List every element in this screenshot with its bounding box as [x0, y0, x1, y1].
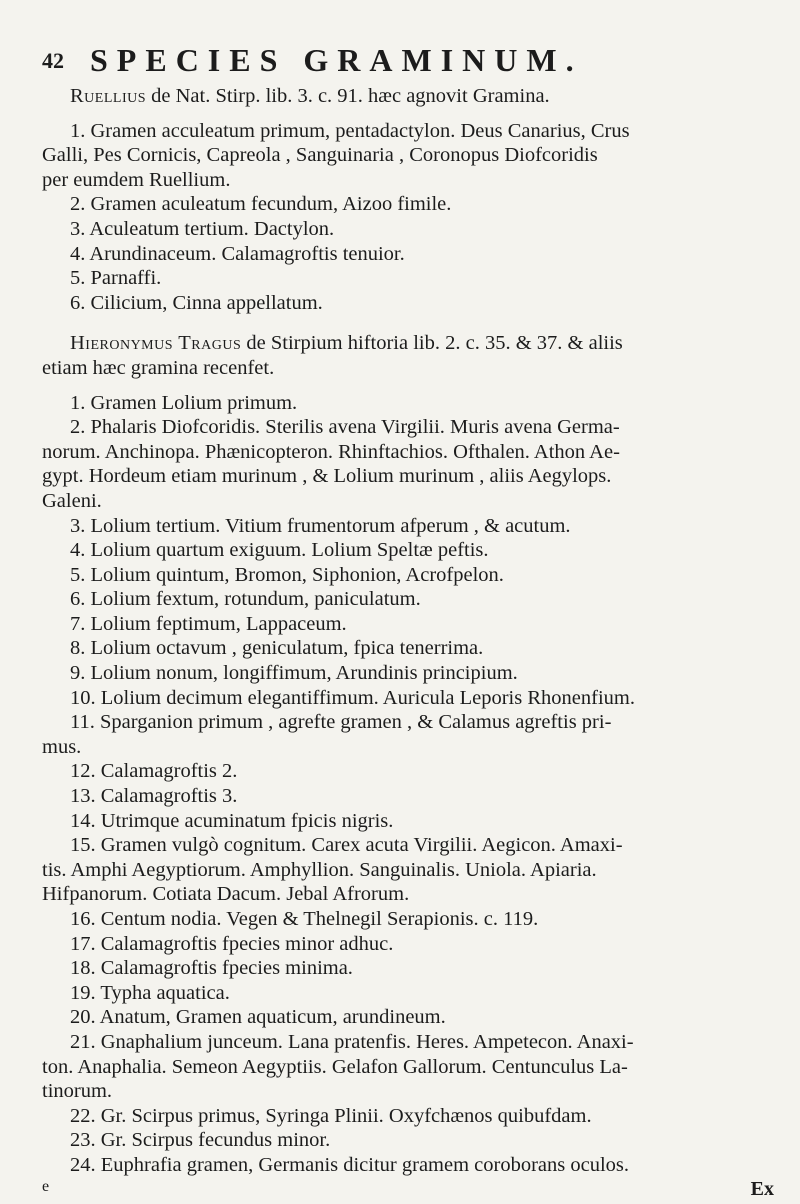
page-number: 42 [42, 48, 64, 73]
list-item-continuation: Galli, Pes Cornicis, Capreola , Sanguinaria , Coronopus Diofcoridis [42, 144, 598, 167]
list-item: 15. Gramen vulgò cognitum. Carex acuta Virgilii. Aegicon. Amaxi- [70, 834, 623, 857]
list-item: 4. Arundinaceum. Calamagroftis tenuior. [70, 242, 405, 265]
page-header [42, 40, 774, 84]
list-item: 10. Lolium decimum elegantiffimum. Auricula Leporis Rhonenfium. [70, 686, 635, 709]
list-item: 9. Lolium nonum, longiffimum, Arundinis principium. [70, 662, 518, 685]
list-item: 1. Gramen acculeatum primum, pentadactylon. Deus Canarius, Crus [70, 119, 630, 142]
list-item: 11. Sparganion primum , agrefte gramen , & Calamus agreftis pri- [70, 711, 612, 734]
list-item: 18. Calamagroftis fpecies minima. [70, 957, 353, 980]
page [42, 40, 774, 1204]
list-item: 16. Centum nodia. Vegen & Thelnegil Serapionis. c. 119. [70, 908, 539, 930]
list-item-continuation: ton. Anaphalia. Semeon Aegyptiis. Gelafon Gallorum. Centunculus La- [42, 1055, 628, 1078]
ruellius-section [42, 84, 774, 315]
list-item: 2. Gramen aculeatum fecundum, Aizoo fimile. [70, 193, 452, 216]
list-item: 5. Lolium quintum, Bromon, Siphonion, Acrofpelon. [70, 563, 504, 586]
list-item: 3. Aculeatum tertium. Dactylon. [70, 217, 335, 240]
list-item: 6. Lolium fextum, rotundum, paniculatum. [70, 588, 421, 611]
list-item-continuation: tinorum. [42, 1080, 113, 1103]
list-item: 19. Typha aquatica. [70, 981, 230, 1004]
list-item-continuation: Galeni. [42, 489, 102, 512]
author-name: Ruellius [70, 85, 146, 107]
ruellius-intro [42, 84, 774, 109]
list-item: 22. Gr. Scirpus primus, Syringa Plinii. Oxyfchænos quibufdam. [70, 1104, 592, 1127]
list-item-continuation: mus. [42, 735, 82, 758]
signature-mark: e [42, 1177, 50, 1195]
tragus-citation: de Stirpium hiftoria lib. 2. c. 35. & 37. & aliis [246, 332, 623, 355]
list-item: 14. Utrimque acuminatum fpicis nigris. [70, 809, 394, 832]
list-item: 4. Lolium quartum exiguum. Lolium Speltæ peftis. [70, 539, 489, 562]
ruellius-list [42, 119, 774, 316]
list-item-continuation: tis. Amphi Aegyptiorum. Amphyllion. Sanguinalis. Uniola. Apiaria. [42, 858, 597, 881]
list-item: 3. Lolium tertium. Vitium frumentorum afperum , & acutum. [70, 514, 571, 537]
tragus-list [42, 391, 774, 1178]
tragus-intro-continuation: etiam hæc gramina recenfet. [42, 356, 275, 379]
list-item: 6. Cilicium, Cinna appellatum. [70, 291, 323, 314]
list-item-continuation: norum. Anchinopa. Phænicopteron. Rhinftachios. Ofthalen. Athon Ae- [42, 440, 620, 463]
list-item-continuation: gypt. Hordeum etiam murinum , & Lolium murinum , aliis Aegylops. [42, 465, 612, 488]
author-name: Hieronymus Tragus [70, 332, 242, 355]
list-item: 20. Anatum, Gramen aquaticum, arundineum. [70, 1006, 446, 1029]
catchword: Ex [750, 1177, 774, 1200]
list-item: 5. Parnaffi. [70, 267, 162, 290]
list-item-continuation: Hifpanorum. Cotiata Dacum. Jebal Afrorum. [42, 883, 410, 906]
list-item-continuation: per eumdem Ruellium. [42, 168, 231, 191]
list-item: 21. Gnaphalium junceum. Lana pratenfis. Heres. Ampetecon. Anaxi- [70, 1030, 634, 1053]
tragus-intro [42, 331, 774, 356]
list-item: 24. Euphrafia gramen, Germanis dicitur gramem coroborans oculos. [70, 1153, 630, 1176]
list-item: 17. Calamagroftis fpecies minor adhuc. [70, 932, 394, 955]
list-item: 1. Gramen Lolium primum. [70, 391, 298, 414]
list-item: 13. Calamagroftis 3. [70, 785, 238, 808]
list-item: 8. Lolium octavum , geniculatum, fpica tenerrima. [70, 637, 484, 660]
list-item: 7. Lolium feptimum, Lappaceum. [70, 612, 347, 635]
list-item: 2. Phalaris Diofcoridis. Sterilis avena Virgilii. Muris avena Germa- [70, 416, 620, 439]
list-item: 23. Gr. Scirpus fecundus minor. [70, 1129, 331, 1152]
ruellius-citation: de Nat. Stirp. lib. 3. c. 91. hæc agnovit Gramina. [151, 85, 550, 107]
list-item: 12. Calamagroftis 2. [70, 760, 238, 783]
tragus-section [42, 331, 774, 1177]
running-title: SPECIES GRAMINUM. [90, 42, 583, 78]
page-footer [42, 1178, 774, 1204]
